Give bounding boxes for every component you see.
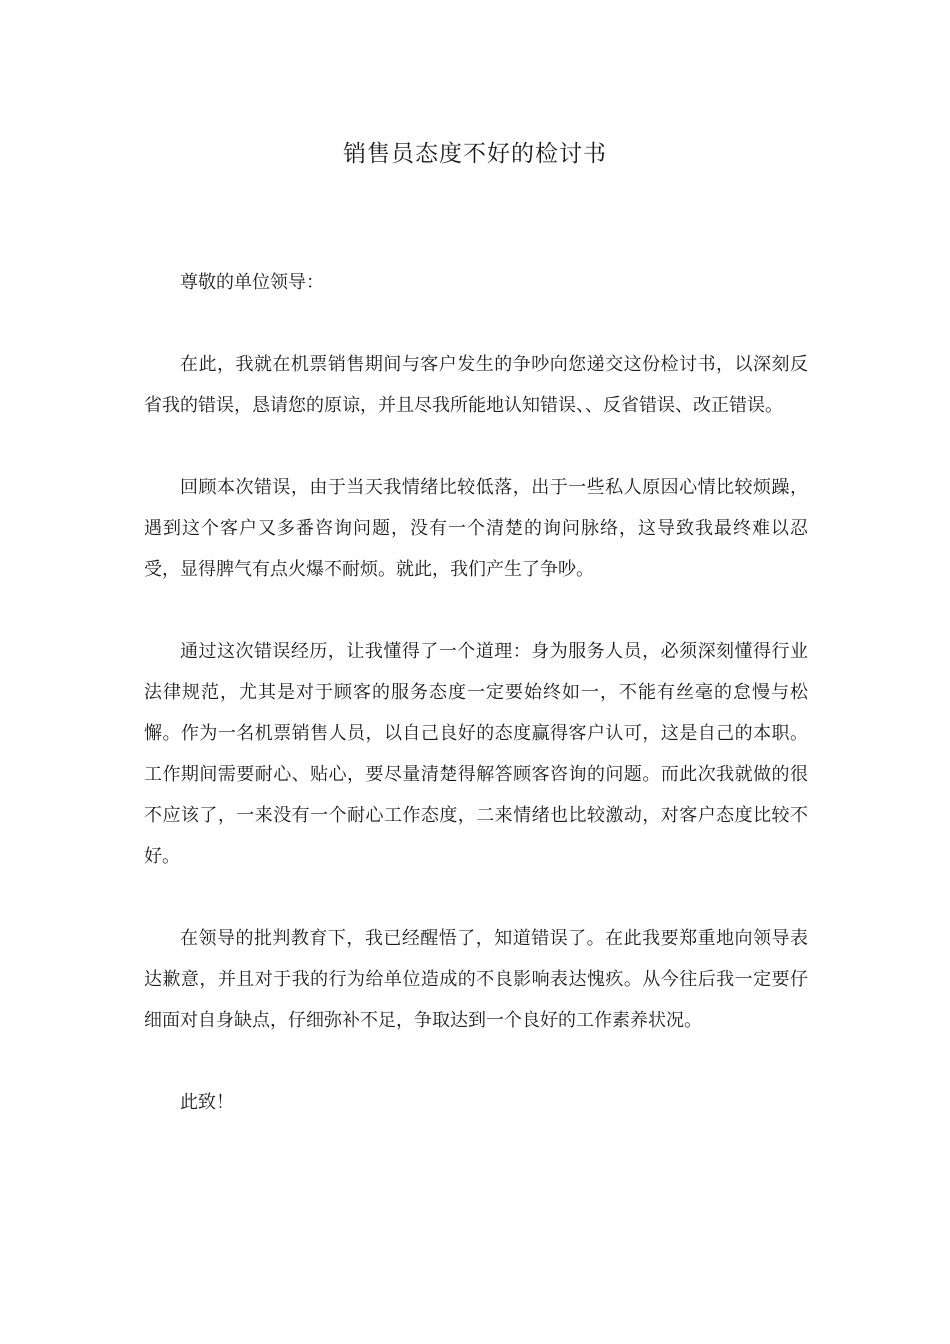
salutation: 尊敬的单位领导： bbox=[180, 272, 324, 293]
paragraph-3: 通过这次错误经历，让我懂得了一个道理：身为服务人员，必须深刻懂得行业法律规范，尤其是对于顾客的服务态度一定要始终如一，不能有丝毫的怠慢与松懈。作为一名机票销售人员，以自己良好的态度赢得客户认可，这是自己的本职。工作期间需要耐心、贴心，要尽量清楚得解答顾客咨询的问题。而此次我就做的很不应该了，一来没有一个耐心工作态度，二来情绪也比较激动，对客户态度比较不好。 bbox=[144, 641, 808, 867]
paragraph-2: 回顾本次错误，由于当天我情绪比较低落，出于一些私人原因心情比较烦躁，遇到这个客户又多番咨询问题，没有一个清楚的询问脉络，这导致我最终难以忍受，显得脾气有点火爆不耐烦。就此，我们产生了争吵。 bbox=[144, 477, 808, 580]
paragraph-1: 在此，我就在机票销售期间与客户发生的争吵向您递交这份检讨书，以深刻反省我的错误，恳请您的原谅，并且尽我所能地认知错误、、反省错误、改正错误。 bbox=[144, 354, 808, 416]
document-title: 销售员态度不好的检讨书 bbox=[343, 141, 607, 167]
document-body bbox=[144, 262, 808, 1164]
paragraph-4: 在领导的批判教育下，我已经醒悟了，知道错误了。在此我要郑重地向领导表达歉意，并且对于我的行为给单位造成的不良影响表达愧疚。从今往后我一定要仔细面对自身缺点，仔细弥补不足，争取达到一个良好的工作素养状况。 bbox=[144, 928, 808, 1031]
closing: 此致！ bbox=[180, 1092, 234, 1113]
